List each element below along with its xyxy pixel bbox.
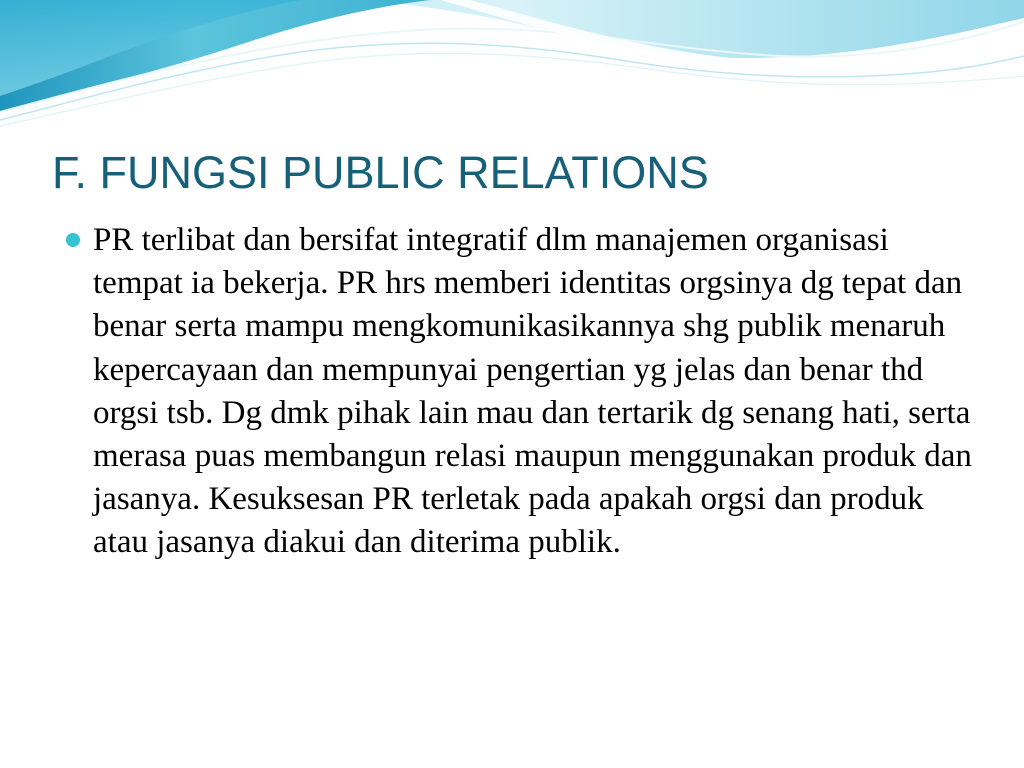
decorative-wave-header [0,0,1024,140]
round-bullet-icon [66,233,80,247]
bullet-item [66,219,976,565]
bullet-list [66,219,976,565]
slide-title: F. FUNGSI PUBLIC RELATIONS [52,147,709,198]
bullet-text: PR terlibat dan bersifat integratif dlm manajemen organisasi tempat ia bekerja. PR hrs memberi identitas orgsinya dg tepat dan benar serta mampu mengkomunikasikannya shg publik menaruh kepercayaan dan mempunyai pengertian yg jelas dan benar thd orgsi tsb. Dg dmk pihak lain mau dan tertarik dg senang hati, serta merasa puas membangun relasi maupun menggunakan produk dan jasanya. Kesuksesan PR terletak pada apakah orgsi dan produk atau jasanya diakui dan diterima publik. [93,222,972,561]
